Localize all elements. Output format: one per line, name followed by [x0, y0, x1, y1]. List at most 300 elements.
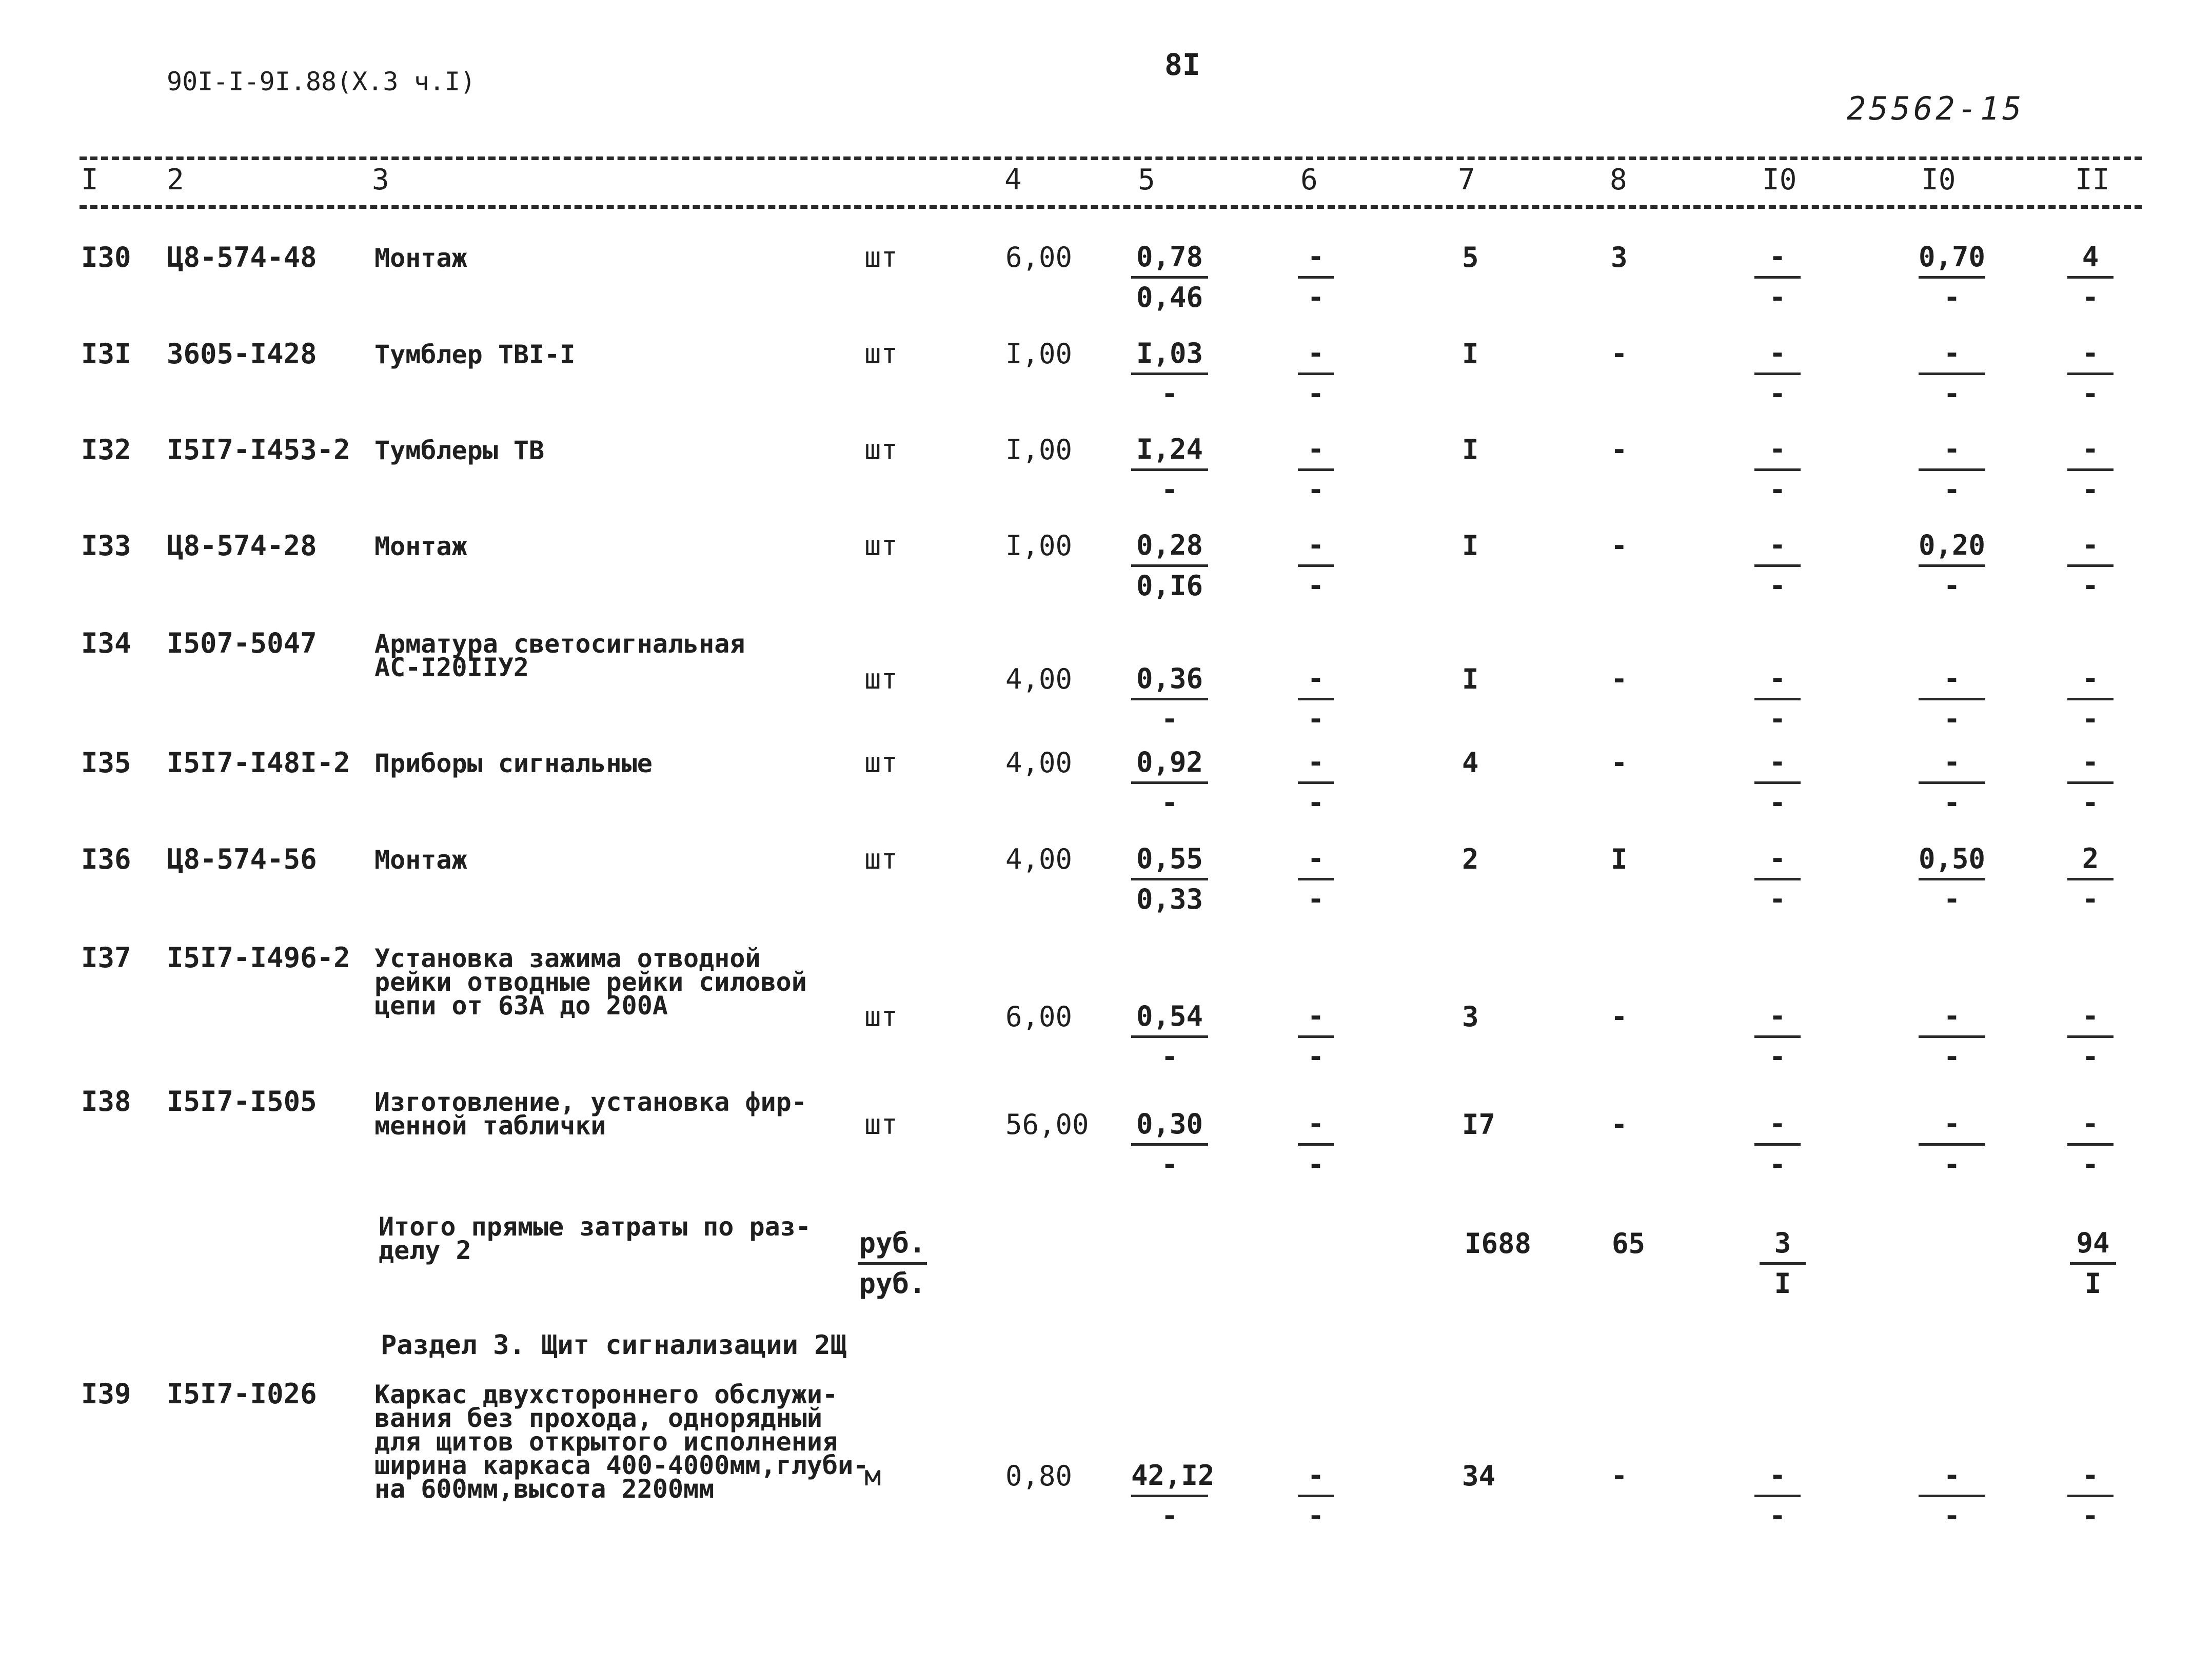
- col10-value: [1919, 434, 1985, 506]
- item-name: Монтаж: [374, 243, 467, 273]
- fraction-bar: [1754, 781, 1801, 784]
- col10-value-bottom: -: [1943, 474, 1961, 506]
- column-header: I: [81, 163, 98, 197]
- col6-value-bottom: -: [1307, 281, 1325, 313]
- column-header: 6: [1300, 163, 1318, 197]
- column-header: 2: [167, 163, 184, 197]
- col11-value-bottom: -: [2082, 883, 2099, 915]
- section-title: Раздел 3. Щит сигнализации 2Щ: [381, 1330, 846, 1361]
- col7-value: I: [1462, 663, 1479, 695]
- fraction-bar: [1298, 564, 1334, 567]
- fraction-bar: [1754, 468, 1801, 471]
- col5-value: [1131, 843, 1208, 915]
- col9-value: [1754, 663, 1801, 735]
- col9-value-bottom: -: [1769, 378, 1786, 410]
- unit: шт: [864, 1108, 898, 1141]
- col7-value: I: [1462, 338, 1479, 370]
- col6-value: [1298, 530, 1334, 602]
- unit: м: [864, 1460, 881, 1492]
- fraction-bar: [2067, 276, 2114, 279]
- col10-value-bottom: -: [1943, 378, 1961, 410]
- quantity: 6,00: [1005, 241, 1073, 273]
- fraction-bar: [1754, 1143, 1801, 1146]
- fraction-bar: [1754, 276, 1801, 279]
- col11-value-top: -: [2082, 529, 2099, 561]
- col11-value-bottom: -: [2082, 703, 2099, 735]
- quantity: I,00: [1005, 530, 1073, 562]
- price-code: Ц8-574-48: [167, 241, 317, 273]
- fraction-bar: [1131, 878, 1208, 880]
- price-code: I5I7-I026: [167, 1378, 317, 1410]
- col6-value-bottom: -: [1307, 570, 1325, 602]
- col11-value: [2067, 1460, 2114, 1532]
- col10-value-bottom: -: [1943, 1148, 1961, 1181]
- col9-value-bottom: -: [1769, 883, 1786, 915]
- page-number: 8I: [1164, 47, 1200, 82]
- fraction-bar: [1131, 1035, 1208, 1038]
- col6-value: [1298, 1001, 1334, 1073]
- col6-value: [1298, 241, 1334, 313]
- column-header: 5: [1138, 163, 1155, 197]
- item-name: Тумблер ТВI-I: [374, 340, 576, 369]
- col7-value: 5: [1462, 241, 1479, 273]
- col6-value-top: -: [1307, 433, 1325, 465]
- col9-value: [1754, 1108, 1801, 1181]
- col7-value: I: [1462, 434, 1479, 466]
- col6-value-bottom: -: [1307, 378, 1325, 410]
- col10-value-bottom: -: [1943, 1500, 1961, 1532]
- col7-value: 2: [1462, 843, 1479, 875]
- column-header: I0: [1921, 163, 1956, 197]
- unit: шт: [864, 663, 898, 695]
- col10-value-bottom: -: [1943, 1041, 1961, 1073]
- col8-value: -: [1611, 1001, 1628, 1033]
- col6-value: [1298, 434, 1334, 506]
- col7-value: I7: [1462, 1108, 1496, 1141]
- price-code: I5I7-I48I-2: [167, 747, 350, 779]
- fraction-bar: [1919, 276, 1985, 279]
- col9-value-top: -: [1769, 1000, 1786, 1032]
- unit: шт: [864, 747, 898, 779]
- column-header: 4: [1004, 163, 1022, 197]
- col11-value: [2067, 241, 2114, 313]
- col6-value-top: -: [1307, 241, 1325, 273]
- col5-value-bottom: -: [1161, 378, 1178, 410]
- unit: шт: [864, 530, 898, 562]
- col5-value-top: 0,36: [1136, 662, 1203, 695]
- col10-value: [1919, 1460, 1985, 1532]
- col9-value: [1754, 1460, 1801, 1532]
- col11-value-top: -: [2082, 337, 2099, 369]
- col9-value-top: -: [1769, 746, 1786, 778]
- item-name: Каркас двухстороннего обслужи- вания без прохода, однорядный для щитов открытого исполнения ширина каркаса 400-4000мм,глуби- на 600мм,высота 2200мм: [374, 1380, 869, 1504]
- col11-value-bottom: -: [2082, 1041, 2099, 1073]
- col5-value: [1131, 1459, 1215, 1532]
- col9-value-top: -: [1769, 1108, 1786, 1140]
- col11-value-bottom: -: [2082, 1148, 2099, 1181]
- col5-value: [1131, 434, 1208, 506]
- row-number: I32: [81, 434, 131, 466]
- fraction-bar: [1919, 1143, 1985, 1146]
- col5-value-bottom: 0,I6: [1136, 570, 1203, 602]
- col11-value-top: -: [2082, 1108, 2099, 1140]
- column-header: 7: [1458, 163, 1475, 197]
- col8-value: -: [1611, 1460, 1628, 1492]
- col6-value-bottom: -: [1307, 1148, 1325, 1181]
- col11-value: [2067, 434, 2114, 506]
- row-number: I38: [81, 1085, 131, 1118]
- fraction-bar: [1298, 1495, 1334, 1497]
- document-code: 90I-I-9I.88(X.3 ч.I): [167, 67, 476, 96]
- unit: шт: [864, 843, 898, 875]
- unit: шт: [864, 434, 898, 466]
- unit: шт: [864, 1001, 898, 1033]
- col10-value: [1919, 843, 1985, 915]
- col5-value: [1131, 663, 1208, 735]
- fraction-bar: [1298, 878, 1334, 880]
- fraction-bar: [2067, 1035, 2114, 1038]
- col6-value-top: -: [1307, 529, 1325, 561]
- item-name: Тумблеры ТВ: [374, 436, 545, 465]
- col5-value-top: 0,78: [1136, 241, 1203, 273]
- unit: шт: [864, 241, 898, 273]
- col10-value: [1919, 1108, 1985, 1181]
- col10-value-top: 0,20: [1919, 529, 1986, 561]
- col9-value-top: -: [1769, 842, 1786, 875]
- column-header: II: [2075, 163, 2110, 197]
- price-code: 3605-I428: [167, 338, 317, 370]
- col9-value: [1754, 747, 1801, 819]
- col9-value: [1754, 530, 1801, 602]
- col9-value-bottom: -: [1769, 281, 1786, 313]
- col10-value-top: 0,70: [1919, 241, 1986, 273]
- fraction-bar: [2067, 564, 2114, 567]
- col5-value: [1131, 1001, 1208, 1073]
- col5-value-bottom: 0,33: [1136, 883, 1203, 915]
- fraction-bar: [1919, 468, 1985, 471]
- fraction-bar: [1298, 698, 1334, 700]
- fraction-bar: [1131, 1143, 1208, 1146]
- col11-value-top: 2: [2082, 842, 2099, 875]
- col10-value-top: -: [1943, 746, 1961, 778]
- col6-value: [1298, 1108, 1334, 1181]
- col5-value-top: 42,I2: [1131, 1459, 1215, 1492]
- col7-value: 34: [1462, 1460, 1496, 1492]
- fraction-bar: [1754, 1495, 1801, 1497]
- col8-value: 3: [1611, 241, 1628, 273]
- fraction-bar: [2067, 1495, 2114, 1497]
- total-unit-top: руб.: [859, 1227, 926, 1259]
- col5-value-bottom: -: [1161, 703, 1178, 735]
- col7-value: 4: [1462, 747, 1479, 779]
- col6-value-bottom: -: [1307, 1500, 1325, 1532]
- col11-value-bottom: -: [2082, 787, 2099, 819]
- item-name: Приборы сигнальные: [374, 749, 653, 778]
- col6-value-bottom: -: [1307, 1041, 1325, 1073]
- col6-value-top: -: [1307, 842, 1325, 875]
- col10-value: [1919, 747, 1985, 819]
- col6-value-bottom: -: [1307, 883, 1325, 915]
- col8-value: I: [1611, 843, 1628, 875]
- total-col9: [1760, 1227, 1806, 1300]
- total-col8: 65: [1612, 1227, 1646, 1260]
- col11-value: [2067, 747, 2114, 819]
- col9-value-bottom: -: [1769, 474, 1786, 506]
- sheet-id: 25562-15: [1847, 90, 2025, 127]
- quantity: 4,00: [1005, 747, 1073, 779]
- column-header: I0: [1762, 163, 1797, 197]
- total-col9-top: 3: [1774, 1227, 1791, 1259]
- col9-value-top: -: [1769, 337, 1786, 369]
- fraction-bar: [1754, 698, 1801, 700]
- fraction-bar: [1131, 564, 1208, 567]
- item-name: Установка зажима отводной рейки отводные рейки силовой цепи от 63А до 200А: [374, 944, 807, 1021]
- col9-value-bottom: -: [1769, 1148, 1786, 1181]
- column-header: 3: [372, 163, 389, 197]
- col10-value-top: -: [1943, 662, 1961, 695]
- quantity: 56,00: [1005, 1108, 1089, 1141]
- col8-value: -: [1611, 530, 1628, 562]
- col11-value-top: 4: [2082, 241, 2099, 273]
- col6-value-top: -: [1307, 1000, 1325, 1032]
- column-header: 8: [1610, 163, 1627, 197]
- col6-value-bottom: -: [1307, 787, 1325, 819]
- fraction-bar: [1131, 698, 1208, 700]
- price-code: I507-5047: [167, 627, 317, 659]
- col8-value: -: [1611, 434, 1628, 466]
- col10-value-bottom: -: [1943, 883, 1961, 915]
- row-number: I36: [81, 843, 131, 875]
- col11-value-top: -: [2082, 1459, 2099, 1492]
- col9-value-top: -: [1769, 433, 1786, 465]
- fraction-bar: [2067, 468, 2114, 471]
- col5-value-bottom: -: [1161, 787, 1178, 819]
- col6-value-bottom: -: [1307, 703, 1325, 735]
- col5-value-top: I,03: [1136, 337, 1203, 369]
- fraction-bar: [1298, 468, 1334, 471]
- col10-value: [1919, 1001, 1985, 1073]
- col10-value-top: -: [1943, 1459, 1961, 1492]
- col7-value: I: [1462, 530, 1479, 562]
- fraction-bar: [1131, 276, 1208, 279]
- col11-value-bottom: -: [2082, 474, 2099, 506]
- item-name: Арматура светосигнальная АС-I20IIУ2: [374, 629, 745, 682]
- col11-value-top: -: [2082, 433, 2099, 465]
- fraction-bar: [2070, 1262, 2116, 1265]
- fraction-bar: [1754, 878, 1801, 880]
- quantity: 6,00: [1005, 1001, 1073, 1033]
- col5-value: [1131, 747, 1208, 819]
- col10-value-bottom: -: [1943, 703, 1961, 735]
- fraction-bar: [1760, 1262, 1806, 1265]
- quantity: I,00: [1005, 338, 1073, 370]
- col5-value-top: 0,55: [1136, 842, 1203, 875]
- total-unit-bottom: руб.: [859, 1267, 926, 1300]
- item-name: Монтаж: [374, 532, 467, 561]
- item-name: Изготовление, установка фир- менной таблички: [374, 1087, 807, 1141]
- col8-value: -: [1611, 1108, 1628, 1141]
- fraction-bar: [1919, 878, 1985, 880]
- unit: шт: [864, 338, 898, 370]
- col5-value-bottom: 0,46: [1136, 281, 1203, 313]
- col5-value-bottom: -: [1161, 1041, 1178, 1073]
- fraction-bar: [858, 1262, 927, 1265]
- col9-value: [1754, 338, 1801, 410]
- row-number: I39: [81, 1378, 131, 1410]
- col9-value-bottom: -: [1769, 1500, 1786, 1532]
- fraction-bar: [2067, 373, 2114, 375]
- col6-value-bottom: -: [1307, 474, 1325, 506]
- col11-value-bottom: -: [2082, 1500, 2099, 1532]
- col5-value: [1131, 338, 1208, 410]
- col5-value-top: 0,28: [1136, 529, 1203, 561]
- fraction-bar: [1919, 564, 1985, 567]
- col5-value-top: I,24: [1136, 433, 1203, 465]
- fraction-bar: [1131, 781, 1208, 784]
- fraction-bar: [2067, 878, 2114, 880]
- header-rule-bottom: [80, 205, 2142, 209]
- price-code: I5I7-I496-2: [167, 942, 350, 974]
- col11-value-bottom: -: [2082, 281, 2099, 313]
- col9-value-top: -: [1769, 241, 1786, 273]
- col9-value-top: -: [1769, 529, 1786, 561]
- row-number: I3I: [81, 338, 131, 370]
- col10-value-bottom: -: [1943, 787, 1961, 819]
- fraction-bar: [1298, 276, 1334, 279]
- col9-value-top: -: [1769, 1459, 1786, 1492]
- col5-value: [1131, 530, 1208, 602]
- col6-value-top: -: [1307, 1459, 1325, 1492]
- col6-value-top: -: [1307, 746, 1325, 778]
- row-number: I30: [81, 241, 131, 273]
- col11-value-top: -: [2082, 746, 2099, 778]
- col10-value-bottom: -: [1943, 570, 1961, 602]
- fraction-bar: [1131, 1495, 1208, 1497]
- price-code: Ц8-574-56: [167, 843, 317, 875]
- total-col7: I688: [1465, 1227, 1532, 1260]
- total-label: Итого прямые затраты по раз- делу 2: [379, 1212, 811, 1265]
- col9-value: [1754, 434, 1801, 506]
- col5-value-bottom: -: [1161, 474, 1178, 506]
- col10-value: [1919, 530, 1985, 602]
- item-name: Монтаж: [374, 845, 467, 875]
- col6-value-top: -: [1307, 337, 1325, 369]
- col11-value: [2067, 1108, 2114, 1181]
- fraction-bar: [1298, 373, 1334, 375]
- col5-value-bottom: -: [1161, 1148, 1178, 1181]
- total-col11-bottom: I: [2084, 1267, 2102, 1300]
- fraction-bar: [2067, 1143, 2114, 1146]
- col6-value: [1298, 338, 1334, 410]
- col5-value-top: 0,92: [1136, 746, 1203, 778]
- col10-value: [1919, 338, 1985, 410]
- col10-value-top: 0,50: [1919, 842, 1986, 875]
- col9-value: [1754, 1001, 1801, 1073]
- col8-value: -: [1611, 663, 1628, 695]
- col10-value-top: -: [1943, 1108, 1961, 1140]
- total-unit: [858, 1227, 927, 1300]
- fraction-bar: [1298, 781, 1334, 784]
- fraction-bar: [1754, 373, 1801, 375]
- quantity: 4,00: [1005, 843, 1073, 875]
- quantity: 4,00: [1005, 663, 1073, 695]
- total-col9-bottom: I: [1774, 1267, 1791, 1300]
- col9-value: [1754, 843, 1801, 915]
- header-rule-top: [80, 156, 2142, 160]
- fraction-bar: [1754, 564, 1801, 567]
- col5-value: [1131, 241, 1208, 313]
- fraction-bar: [1919, 698, 1985, 700]
- col8-value: -: [1611, 338, 1628, 370]
- col10-value: [1919, 241, 1985, 313]
- quantity: 0,80: [1005, 1460, 1073, 1492]
- col9-value-bottom: -: [1769, 703, 1786, 735]
- row-number: I35: [81, 747, 131, 779]
- col6-value: [1298, 1460, 1334, 1532]
- col6-value: [1298, 747, 1334, 819]
- row-number: I37: [81, 942, 131, 974]
- col6-value: [1298, 843, 1334, 915]
- col10-value-top: -: [1943, 337, 1961, 369]
- price-code: Ц8-574-28: [167, 530, 317, 562]
- col7-value: 3: [1462, 1001, 1479, 1033]
- col11-value: [2067, 338, 2114, 410]
- col6-value-top: -: [1307, 662, 1325, 695]
- fraction-bar: [1131, 468, 1208, 471]
- row-number: I34: [81, 627, 131, 659]
- col8-value: -: [1611, 747, 1628, 779]
- col6-value-top: -: [1307, 1108, 1325, 1140]
- col5-value: [1131, 1108, 1208, 1181]
- fraction-bar: [1131, 373, 1208, 375]
- col10-value-top: -: [1943, 1000, 1961, 1032]
- col11-value: [2067, 663, 2114, 735]
- col11-value: [2067, 530, 2114, 602]
- total-col11: [2070, 1227, 2116, 1300]
- col9-value-bottom: -: [1769, 787, 1786, 819]
- fraction-bar: [1298, 1143, 1334, 1146]
- price-code: I5I7-I453-2: [167, 434, 350, 466]
- fraction-bar: [1754, 1035, 1801, 1038]
- fraction-bar: [1919, 781, 1985, 784]
- fraction-bar: [1919, 1495, 1985, 1497]
- fraction-bar: [2067, 781, 2114, 784]
- col11-value: [2067, 1001, 2114, 1073]
- col11-value-top: -: [2082, 1000, 2099, 1032]
- col6-value: [1298, 663, 1334, 735]
- fraction-bar: [1919, 373, 1985, 375]
- fraction-bar: [1919, 1035, 1985, 1038]
- col11-value-bottom: -: [2082, 378, 2099, 410]
- col10-value-bottom: -: [1943, 281, 1961, 313]
- fraction-bar: [2067, 698, 2114, 700]
- col5-value-top: 0,54: [1136, 1000, 1203, 1032]
- col10-value: [1919, 663, 1985, 735]
- col9-value: [1754, 241, 1801, 313]
- col9-value-top: -: [1769, 662, 1786, 695]
- col5-value-bottom: -: [1161, 1500, 1178, 1532]
- quantity: I,00: [1005, 434, 1073, 466]
- total-col11-top: 94: [2076, 1227, 2110, 1259]
- col10-value-top: -: [1943, 433, 1961, 465]
- col11-value: [2067, 843, 2114, 915]
- col11-value-top: -: [2082, 662, 2099, 695]
- row-number: I33: [81, 530, 131, 562]
- price-code: I5I7-I505: [167, 1085, 317, 1118]
- fraction-bar: [1298, 1035, 1334, 1038]
- col9-value-bottom: -: [1769, 1041, 1786, 1073]
- col5-value-top: 0,30: [1136, 1108, 1203, 1140]
